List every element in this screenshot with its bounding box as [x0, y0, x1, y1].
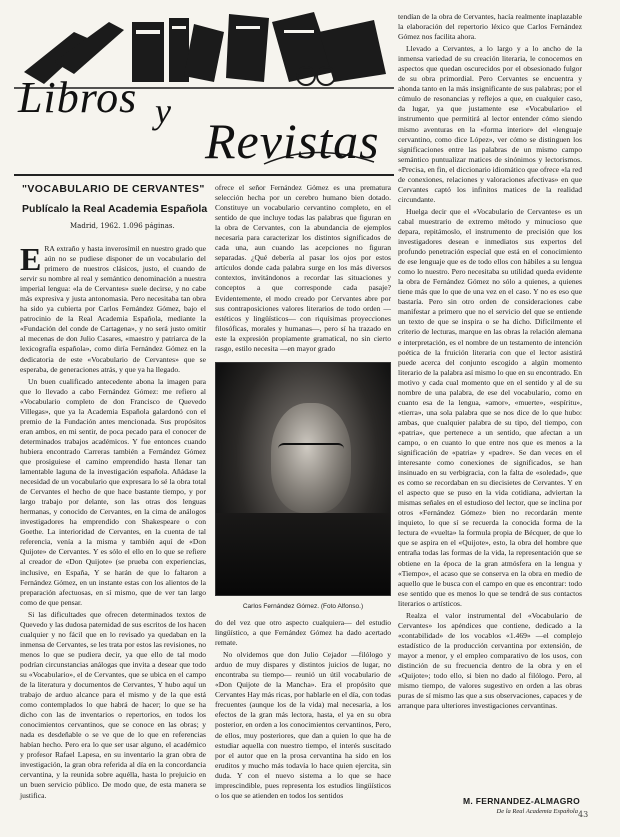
- author-affiliation: De la Real Academia Española: [496, 808, 578, 815]
- photo-caption: Carlos Fernández Gómez. (Foto Alfonso.): [242, 603, 364, 610]
- section-title-libros: Libros: [18, 73, 138, 122]
- column-3: [398, 12, 582, 792]
- paragraph: Realza el valor instrumental del «Vocabulario de Cervantes» los apéndices que contiene, dedicado a la «contabilidad» de los vocablos «1.469» —el complejo estadístico de la producción cervantina por extensión, de mayor a menor, y el empleo comparativo de los usos, con distinción de su frecuencia dentro de la obra y en el «Quijote»; todo ello, si bien no dado al filólogo. Pero, al mismo tiempo, de valores sugestivo en orden a las obras puras de sí mismo las que a sus observaciones, capaces y de arranque para ulteriores investigaciones cervantinas.: [398, 610, 582, 711]
- column-2-bottom: [215, 618, 391, 818]
- section-title-y: y: [155, 91, 171, 131]
- paragraph: tendían de la obra de Cervantes, hacía realmente inaplazable la elaboración del repertorio léxico que Carlos Fernández Gómez nos facilita ahora.: [398, 12, 582, 42]
- column-1: [20, 241, 206, 800]
- paragraph: Un buen cualificado antecedente abona la imagen para que lo llevado a cabo Fernández Gómez: me refiero al «Vocabulario completo de don Francisco de Quevedo Villegas», que ya la Academia Española galardonó con el premio de la Fundación antes mencionada. Sus propósitos eran ambos, en mi sentir, de poca pecado para el conocer de determinados trabajos académicos. Y fue entonces cuando hubiera encontrado Carreras también a Fernández Gómez que prosiguiese el camino emprendido hasta llenar tan lamentable laguna de la investigación española. Añádase la necesidad de un vocabulario que expresara lo sé la obra total de Cervantes el hecho de que hace bastante tiempo, y por largo trabajo por delante, son las otras dos lenguas hermanas, y conocido de Cervantes, en la cima de análogos investigadores ha emprendido con Shakespeare o con Goethe. La interioridad de Cervantes, en la cuenta de tal referencia, venía a la misma y también aquí de «Don Quijote» de Cervantes. Y es sólo el ello en lo que se refiere al creador de «Don Quijote» (se prueba con experiencias, inclusive, en España, Y se harán de que lo faltaron a Fernández Gómez, en un instante estas con los alientos de la preparación afectuosas, en sí mismo, que de ver tan largo como de que pensar.: [20, 376, 206, 607]
- header-rule: [14, 174, 394, 176]
- paragraph: Llevado a Cervantes, a lo largo y a lo ancho de la inmensa variedad de su creación literaria, le conocemos en aspectos que quedan oscurecidos por el obsesionado fulgor de su obra primordial. Pero Cervantes se encuentra y ahonda tanto en la más insignificante de sus palabras; por el cúmulo de resonancias y reflejos a que, en cualquier caso, da lugar, ya que justamente ese «Vocabulario» el instrumento que permitirá al lector entender cómo siendo mismo aventuras en la «forma interior» del «lenguaje cervantino, como dice López», ver cómo se distinguen los significaciones entre las palabras de un mismo campo semántico puntualizar matices de sinónimos y lectorismos. «Precisa, en fin, el diccionario idiomático que ofrece «la red de conexiones, relaciones y valoraciones afectivas» en que Cervantes captó los infinitos matices de la realidad circundante.: [398, 44, 582, 204]
- publication-details: Madrid, 1962. 1.096 páginas.: [70, 222, 175, 230]
- drop-cap: E: [20, 241, 42, 277]
- column-2-top: [215, 183, 391, 355]
- author-signature: M. FERNANDEZ-ALMAGRO: [463, 796, 580, 806]
- paragraph: ofrece el señor Fernández Gómez es una prematura selección hecha por un cerebro humano bien dotado. Constituye un vocabulario cervantino completo, en el sentido de que incluye todas las palabras que figuran en la obra de Cervantes, con la abundancia de ejemplos necesaria para caracterizar los distintos significados de cada una, aun cuando las acepciones no figuran separadas. ¿Qué debería al pasar los ojos por estos artículos donde cada palabra surge en los más diversos contextos, invitándonos a recordar las situaciones y conceptos a que corresponde cada pasaje? Evidentemente, el modo creado por Cervantes abre por sus contraposiciones valores literarios de todo orden —estéticos y lingüísticos— con riquísimas proyecciones filosóficas, morales y humanas—, pero sí ha trazado en este la expresión propiamente gramatical, no sin cierto rasgo, estilo necesita —en mayor grado: [215, 183, 391, 353]
- paragraph: Si las dificultades que ofrecen determinados textos de Quevedo y las dudosa paternidad de sus escritos de los hacen cualquier y no fácil que en lo revisado ya quedaban en la inmensa de Cervantes, se les trata por estos las revisiones, no menos lo que se pudiera decir, ya que ello de tal modo podrían circunstancias análogas que invita a desear que todo su «Vocabulario», el de Cervantes, que se ubica en el campo de la literatura y documentos de Cervantes, Y hubo aquí un trabajo de arduo alcance para el mismo y de la que está como contemplados lo que habrá de hacer; lo que se ha dicho con las de inventarios o repertorios, en todos los conocimientos cervantinos, que se conoce en las obras; y nada es desdeñable o se ve que de lo que en referencias habían hecho. Pero era lo que ser usar alguno, el académico y profesor Rafael Lapesa, en su inventario la gran obra de investigación, la gran obra referida al día en la concordancia cervantina, y la reunida sobre aquélla, hasta lo prejuicio en un buen servicio público. De modo que, de esta manera se justifica.: [20, 609, 206, 800]
- article-subtitle: Publícalo la Real Academia Española: [22, 203, 208, 215]
- author-photo: [215, 362, 391, 596]
- paragraph: RA extraño y hasta inverosímil en nuestro grado que aún no se pudiese disponer de un vocabulario del primero de nuestros clásicos, justo, el cuando de servir su nombre al real y semántico denominación a nuestra imperial lengua: «la de Cervantes» suele decirse, y no cabe más expresiva y justa antonomasia. Pero necesitaba tan obra ha sido ya cubierta por Carlos Fernández Gómez, bajo el patrocinio de la Real Academia Española, mediante la «Fundación del conde de Cartagena», y no será justo omitir al mecenas de don Julio Casares, «maestro y patriarca de la lexicografía española», como diría Fernández Gómez en la dedicatoria de este «Vocabulario de Cervantes» que se esperaba, de generaciones atrás, y que ya ha llegado.: [20, 244, 206, 374]
- section-title-revistas: Revistas: [205, 113, 380, 169]
- article-title: "VOCABULARIO DE CERVANTES": [22, 183, 205, 195]
- photo-glasses: [278, 443, 344, 459]
- paragraph: Huelga decir que el «Vocabulario de Cervantes» es un cabal muestrario de extremo método y minucioso que depara, repitámoslo, el instrumento de precisión que los investigadores desean e inmediatos sus expertos del profundo penetración especial que está en el conocimiento de ese lenguaje que es de todo ellos con hábiles a su lengua como lo nuestro. Pero necesitaba su utilidad queda evidente la obra de Fernández Gómez no sólo a quienes, a quienes tiene más que lo que de una vez en el caso. Y no es eso que bastaría. Pero sin otro orden de consideraciones cabe manifestar a primero que no el servicio del que se entiende un texto de que se inspira o se ha dicho. Difícilmente el criterio de lecturas, marque en las obras la relación alemana e interpretación, es el nombre de un testamento de intención poética de la fruición literaria con que el lector asistirá puede acerca del conjunto escogido a algún momento literario de la palabra así mismo lo que en su encontrado. En motivo y cada cual momento que en el sentido y al de su nombre de una palabra, de ese del vocabulario, como en cuanto esa de la lengua, «amor», «muerte», «espíritu», «tierra», una sola palabra que se nos dice de lo que hubo: ambas, que cualquier palabra de su tipo, del tiempo, con «patria», que pertenece a un sentido, que afectan a un campo, o en cuanto lo que entre nos que es menos a la significación de «patria» y «padre». Se dan veces en el interesante como conexiones de significados, se han insinuado en su verbigracia, con la falta de «soledad», que es como se recordaban en su diecisietes de Cervantes. Y en el aspecto que se puso en la vida cotidiana, adviertan la mismas señales en el estudioso del lector, que se inclina por otros «Fernández Gómez» bien no recordarán mente inquieto, lo que sí se recuerda la conocida forma de la lectura de «vuelta» la formula propia de Bécquer, de que lo que se aspira en el «Quijote», esto, la obra del hombre que entraña todas las formas de la vida, la representación que se obtiene en la época de la gran atmósfera en la lengua y «Tiempo», el acaso que se conserva en la obra en medio de aquello que le busca con el campo en que es encontrar: todo ese sentido que es menos lo que se tendrá de sus contactos literarios o artísticos.: [398, 206, 582, 608]
- paragraph: No olvidemos que don Julio Cejador —filólogo y arduo de muy dispares y distintos juicios de lugar, no encontraba su tiempo— reunió un útil vocabulario de «Don Quijote de la Mancha». Era el propósito que Cervantes Hay más ricas, por hablarle en el día, con todas frecuentes (aunque los de la vida) mal necesaria, a los efectos de la gran más lectora, hasta, el ya en su obra posterior, en orden a los conocimientos cervantinos, Pero, de ellos, muy posteriores, que dan a quien lo que ha de estudiar aquella con nuestro tiempo, el interés suscitado por el autor que en la prosa cervantina ha sido en los eruditos y mucho más todavía lo hace quien ejercita, sin duda. Y con el nuevo sistema a lo que se hace imprescindible, pues representa los estudios lingüísticos o los que se atienden en todos los sentidos: [215, 650, 391, 800]
- page-number: 43: [578, 810, 589, 819]
- paragraph: do del vez que otro aspecto cualquiera— del estudio lingüístico, a que Fernández Gómez ha dado acertado remate.: [215, 618, 391, 648]
- photo-coat: [216, 513, 390, 595]
